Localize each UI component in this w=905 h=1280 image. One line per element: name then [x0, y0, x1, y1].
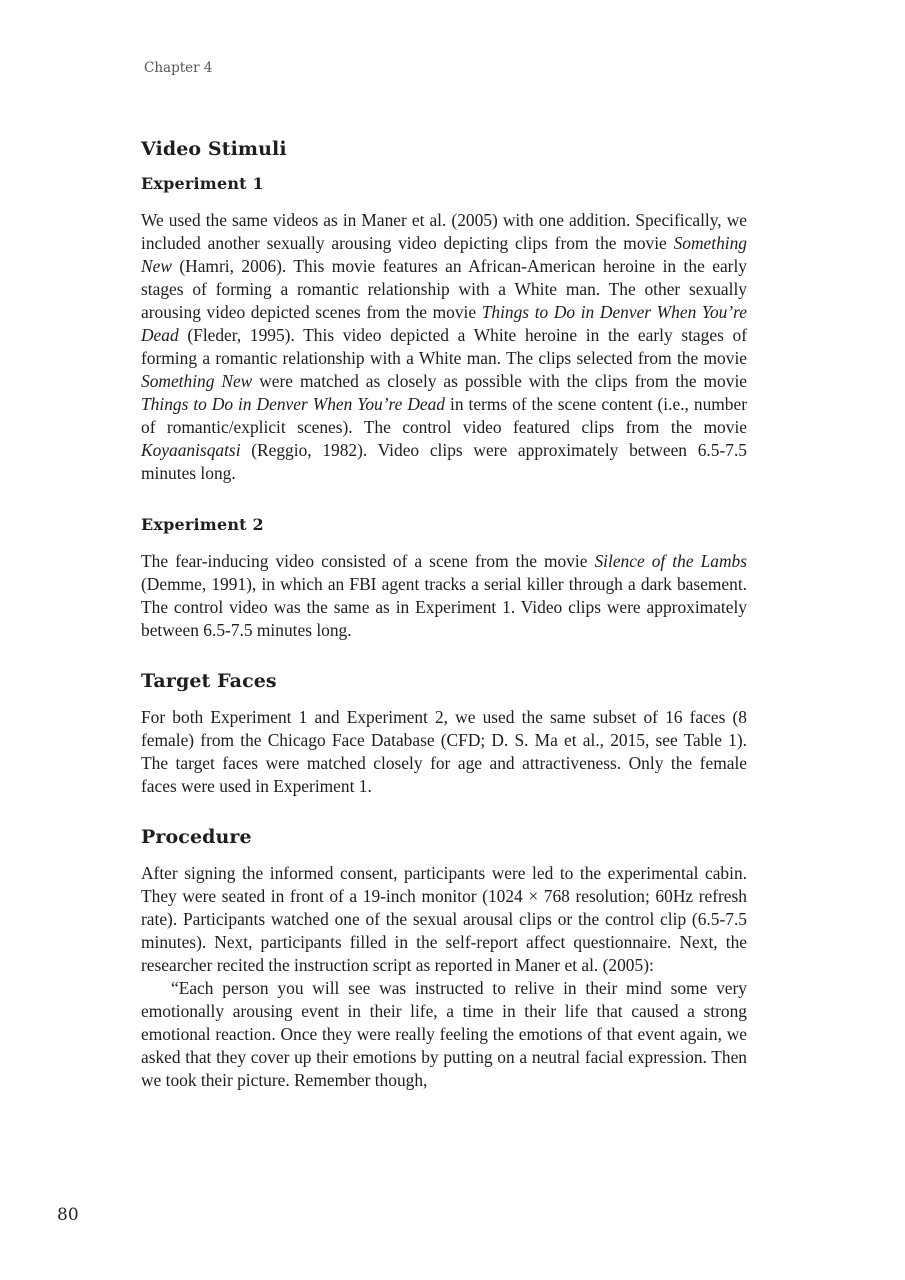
section-title-procedure: Procedure [141, 826, 252, 848]
movie-title: Something New [141, 233, 747, 276]
page-number: 80 [57, 1205, 79, 1225]
movie-title: Things to Do in Denver When You’re Dead [141, 302, 748, 345]
section-title-target-faces: Target Faces [141, 670, 277, 692]
target-faces-paragraph: For both Experiment 1 and Experiment 2, we used the same subset of 16 faces (8 female) from the Chicago Face Database (CFD; D. S. Ma et al., 2015, see Table 1). The target faces were matched closely for age and attractiveness. Only the female faces were used in Experiment 1. [141, 707, 747, 796]
subsection-title-experiment-1: Experiment 1 [141, 174, 264, 193]
page-body [141, 138, 747, 1092]
movie-title: Silence of the Lambs [594, 551, 747, 571]
instruction-script-quote: “Each person you will see was instructed to relive in their mind some very emotionally arousing event in their life, a time in their life that caused a strong emotional reaction. Once they were really feeling the emotions of that event again, we asked that they cover up their emotions by putting on a neutral facial expression. Then we took their picture. Remember though, [141, 978, 747, 1090]
running-head: Chapter 4 [144, 60, 213, 76]
movie-title: Something New [141, 371, 253, 391]
movie-title: Things to Do in Denver When You’re Dead [141, 394, 446, 414]
procedure-paragraph: After signing the informed consent, participants were led to the experimental cabin. They were seated in front of a 19-inch monitor (1024 × 768 resolution; 60Hz refresh rate). Participants watched one of the sexual arousal clips or the control clip (6.5-7.5 minutes). Next, participants filled in the self-report affect questionnaire. Next, the researcher recited the instruction script as reported in Maner et al. (2005): [141, 863, 747, 975]
experiment-2-paragraph: The fear-inducing video consisted of a scene from the movie Silence of the Lambs (Demme, 1991), in which an FBI agent tracks a serial killer through a dark basement. The control video was the same as in Experiment 1. Video clips were approximately between 6.5-7.5 minutes long. [141, 551, 747, 640]
subsection-title-experiment-2: Experiment 2 [141, 515, 264, 534]
movie-title: Koyaanisqatsi [141, 440, 241, 460]
experiment-1-paragraph: We used the same videos as in Maner et al. (2005) with one addition. Specifically, we included another sexually arousing video depicting clips from the movie Something New (Hamri, 2006). This movie features an African-American heroine in the early stages of forming a romantic relationship with a White man. The other sexually arousing video depicted scenes from the movie Things to Do in Denver When You’re Dead (Fleder, 1995). This video depicted a White heroine in the early stages of forming a romantic relationship with a White man. The clips selected from the movie Something New were matched as closely as possible with the clips from the movie Things to Do in Denver When You’re Dead in terms of the scene content (i.e., number of romantic/explicit scenes). The control video featured clips from the movie Koyaanisqatsi (Reggio, 1982). Video clips were approximately between 6.5-7.5 minutes long. [141, 210, 748, 483]
section-title-video-stimuli: Video Stimuli [141, 138, 287, 160]
